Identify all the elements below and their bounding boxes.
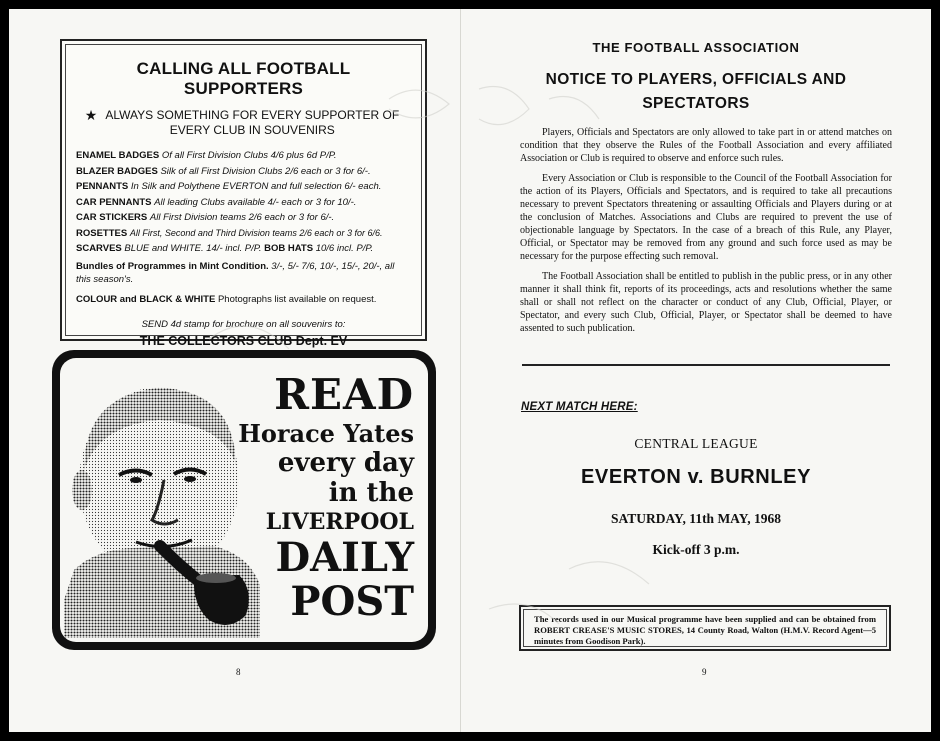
list-item [76, 226, 411, 242]
headline-line: in the [328, 478, 414, 508]
club-ad-club-name: THE COLLECTORS CLUB Dept. EV [139, 333, 348, 348]
programme-spread [9, 9, 931, 732]
item-extra-detail: 10/6 incl. P/P. [315, 243, 374, 254]
list-item [76, 241, 411, 257]
colour-detail: Photographs list available on request. [217, 293, 377, 305]
item-extra-name: BOB HATS [264, 243, 314, 254]
daily-post-headline [224, 358, 414, 624]
page-left [9, 9, 460, 732]
bundles-detail: 3/-, 5/- 7/6, 10/-, 15/-, 20/-, all this season's. [76, 260, 395, 285]
list-item [76, 210, 411, 226]
page-right [461, 9, 931, 732]
association-title: THE FOOTBALL ASSOCIATION [592, 40, 800, 55]
colour-label: COLOUR and BLACK & WHITE [76, 293, 216, 305]
page-fold [460, 9, 461, 732]
collectors-club-advert [60, 39, 427, 348]
league-name: CENTRAL LEAGUE [634, 436, 758, 451]
headline-line: POST [290, 578, 414, 625]
item-name: CAR PENNANTS [76, 196, 152, 208]
page-number-right: 9 [702, 667, 707, 677]
item-detail: All First, Second and Third Division teams 2/6 each or 3 for 6/6. [129, 227, 383, 238]
notice-body [520, 126, 892, 342]
daily-post-advert-inner [60, 358, 428, 642]
item-detail: BLUE and WHITE. 14/- incl. P/P. [124, 243, 262, 254]
bundles-label: Bundles of Programmes in Mint Condition. [76, 260, 269, 272]
item-name: ENAMEL BADGES [76, 150, 160, 161]
club-ad-items [76, 148, 411, 257]
club-ad-bundles [76, 260, 411, 286]
item-name: CAR STICKERS [76, 212, 148, 223]
list-item [76, 179, 411, 195]
records-notice-box [519, 605, 891, 651]
item-detail: Of all First Division Clubs 4/6 plus 6d P/P. [161, 150, 337, 161]
list-item [76, 148, 411, 164]
daily-post-advert [52, 350, 436, 650]
item-detail: All leading Clubs available 4/- each or 3 for 10/-. [154, 196, 357, 208]
star-icon: ★ [84, 107, 98, 123]
divider [522, 364, 890, 366]
headline-line: READ [274, 370, 414, 419]
club-ad-tagline-row [76, 108, 411, 138]
item-name: BLAZER BADGES [76, 165, 158, 177]
item-name: ROSETTES [76, 227, 128, 239]
notice-paragraph: Players, Officials and Spectators are only allowed to take part in or attend matches on condition that they observe the Rules of the Football Association and every affiliated Association or Club is required to observe and enforce such rules. [520, 127, 892, 164]
notice-paragraph: Every Association or Club is responsible to the Council of the Football Association for the action of its Players, Officials and Spectators, and is required to take all precautions necessary to prevent Spectators threatening or assaulting Officials and Players during or at the conclusion of Matches. Associations and Clubs are required to prevent the use of objectionable language by Spectators. In the case of a breach of this Rule, any Player, Official, or Spectator may be removed from any ground and such force used as may be necessary for the purpose effecting such removal. [520, 173, 892, 262]
headline-line: Horace Yates [238, 419, 414, 448]
page-number-left: 8 [236, 667, 241, 677]
item-detail: All First Division teams 2/6 each or 3 for 6/-. [149, 212, 335, 223]
item-detail: Silk of all First Division Clubs 2/6 each or 3 for 6/-. [160, 165, 371, 177]
fixture-title: EVERTON v. BURNLEY [580, 466, 812, 488]
item-name: PENNANTS [76, 181, 129, 192]
notice-title: NOTICE TO PLAYERS, OFFICIALS AND SPECTATORS [545, 71, 847, 112]
club-ad-photographs [76, 294, 411, 305]
club-ad-title: CALLING ALL FOOTBALL SUPPORTERS [136, 59, 351, 98]
club-ad-send-note: SEND 4d stamp for brochure on all souvenirs to: [141, 318, 346, 330]
item-detail: In Silk and Polythene EVERTON and full selection 6/- each. [130, 181, 382, 192]
club-ad-tagline: ALWAYS SOMETHING FOR EVERY SUPPORTER OF EVERY CLUB IN SOUVENIRS [105, 108, 400, 137]
collectors-club-advert-inner [65, 44, 422, 348]
headline-line: LIVERPOOL [265, 509, 414, 535]
headline-line: every day [277, 448, 414, 478]
kickoff-time: Kick-off 3 p.m. [652, 542, 740, 557]
list-item [76, 164, 411, 180]
item-name: SCARVES [76, 243, 122, 254]
notice-paragraph: The Football Association shall be entitled to publish in the public press, or in any other manner it shall think fit, reports of its proceedings, acts and resolutions whether the same shall or shall not reflect on the character or conduct of any Club, Official, Player, or Spectator, and every such Club, Official, Player, or Spectator shall be deemed to have assented to such publication. [520, 271, 892, 334]
next-match-label: NEXT MATCH HERE: [521, 401, 638, 413]
list-item [76, 195, 411, 211]
records-notice: The records used in our Musical programme have been supplied and can be obtained from ROBERT CREASE'S MUSIC STORES, 14 County Road, Walton (H.M.V. Record Agent—5 minutes from Goodison Park). [523, 609, 887, 647]
match-date: SATURDAY, 11th MAY, 1968 [611, 511, 781, 526]
headline-line: DAILY [275, 534, 414, 581]
